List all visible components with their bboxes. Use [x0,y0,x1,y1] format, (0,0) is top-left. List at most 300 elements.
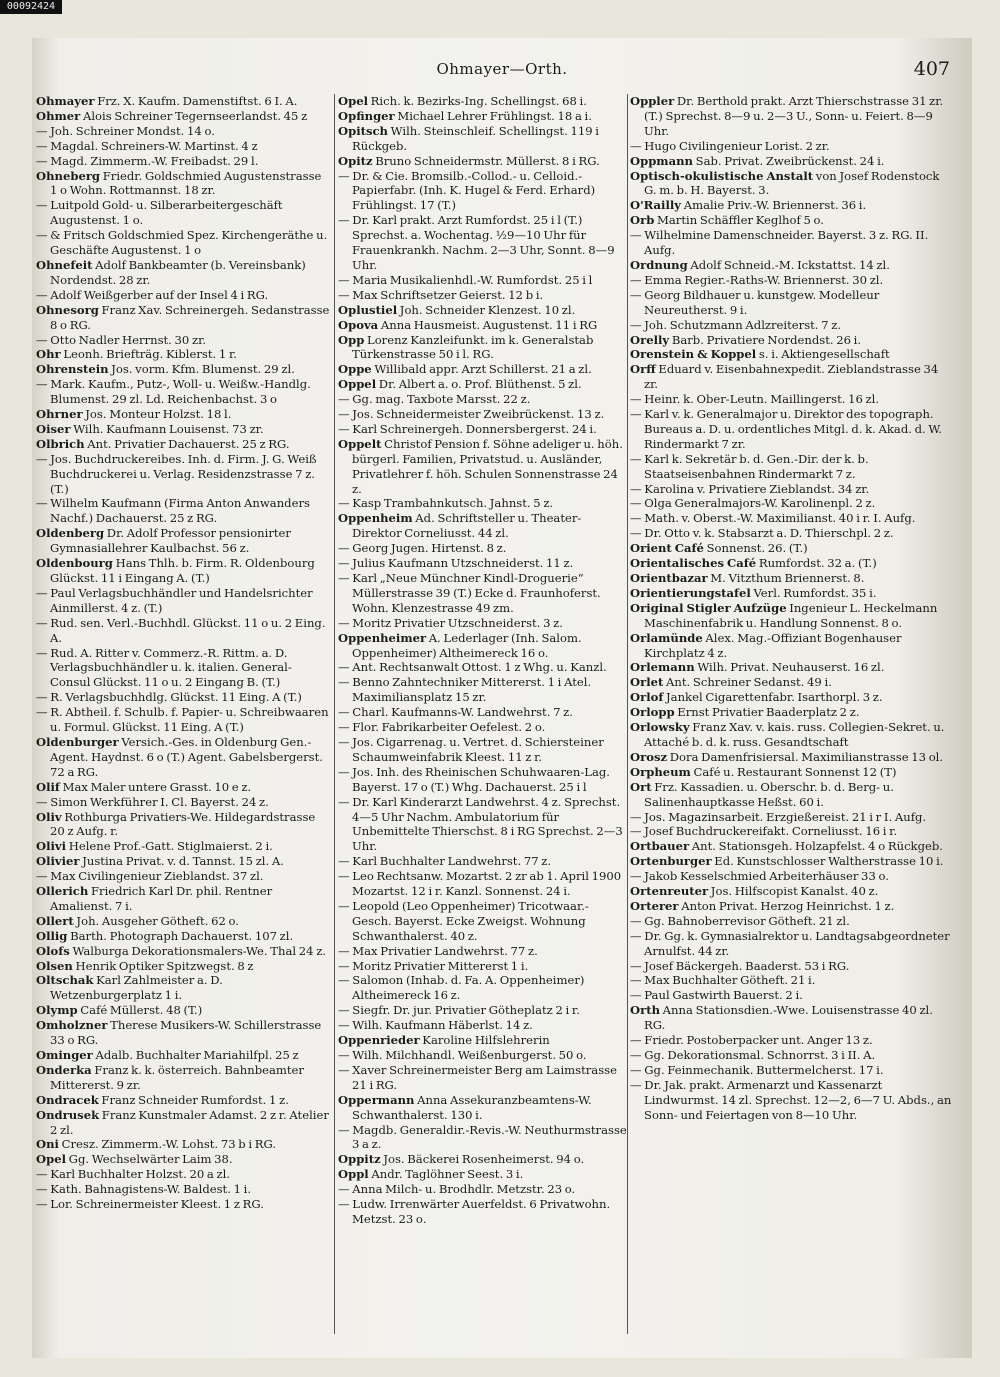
entry-details: Franz k. k. österreich. Bahnbeamter Mittererst. 9 zr. [50,1062,304,1092]
entry-details: — Paul Verlagsbuchhändler und Handelsrichter Ainmillerst. 4 z. (T.) [36,585,313,615]
entry-surname: Oldenberg [36,526,105,541]
entry-surname: Ollerich [36,884,89,899]
directory-entry [36,1063,331,1093]
entry-surname: Opova [338,317,379,332]
directory-entry [36,586,331,616]
directory-entry [338,541,628,556]
entry-surname: Orientbazar [630,571,708,585]
entry-details: Ant. Privatier Dachauerst. 25 z RG. [84,436,290,451]
entry-surname: Orientierungstafel [630,585,751,600]
entry-details: — Otto Nadler Herrnst. 30 zr. [36,332,207,347]
directory-entry [630,407,952,452]
entry-details: — Jos. Buchdruckereibes. Inh. d. Firm. J. G. Weiß Buchdruckerei u. Verlag. Residenzstrasse 7 z. (T.) [36,451,317,496]
directory-entry [630,1063,952,1078]
directory-entry [338,1167,628,1182]
entry-details: — Xaver Schreinermeister Berg am Laimstrasse 21 i RG. [338,1062,617,1092]
entry-details: Rothburga Privatiers-We. Hildegardstrasse 20 z Aufg. r. [50,809,316,839]
directory-entry [630,273,952,288]
directory-entry [36,795,331,810]
directory-entry [338,720,628,735]
directory-entry [630,1003,952,1033]
entry-details: A. Lederlager (Inh. Salom. Oppenheimer) Altheimereck 16 o. [352,630,582,660]
directory-entry [630,899,952,914]
entry-surname: Orlowsky [630,720,690,735]
directory-entry [338,616,628,631]
entry-details: Café u. Restaurant Sonnenst 12 (T) [690,764,897,779]
entry-details: Wilh. Privat. Neuhauserst. 16 zl. [694,660,885,675]
directory-entry [630,1078,952,1123]
directory-entry [630,511,952,526]
entry-surname: Orpheum [630,764,691,779]
directory-entry [630,452,952,482]
entry-details: — Paul Gastwirth Bauerst. 2 i. [630,988,803,1003]
entry-surname: Olbrich [36,436,85,451]
entry-surname: Ortbauer [630,839,690,854]
entry-surname: Oppenheimer [338,630,427,645]
entry-details: — Georg Jugen. Hirtenst. 8 z. [338,541,507,556]
directory-entry [630,631,952,661]
directory-entry [630,675,952,690]
entry-details: Versich.-Ges. in Oldenburg Gen.-Agent. Haydnst. 6 o (T.) Agent. Gabelsbergerst. 72 a RG. [50,734,323,779]
entry-surname: Oppitz [338,1152,381,1167]
entry-details: — Magd. Zimmerm.-W. Freibadst. 29 l. [36,153,259,168]
entry-details: — Anna Milch- u. Brodhdlr. Metzstr. 23 o. [338,1182,576,1197]
entry-details: Franz Schneider Rumfordst. 1 z. [98,1092,289,1107]
directory-entry [36,884,331,914]
entry-surname: Opfinger [338,108,395,123]
directory-entry [630,914,952,929]
directory-entry [36,1167,331,1182]
directory-entry [338,511,628,541]
directory-entry [36,1137,331,1152]
entry-details: — Flor. Fabrikarbeiter Oefelest. 2 o. [338,720,546,735]
entry-surname: Oppelt [338,436,382,451]
directory-entry [630,1033,952,1048]
entry-details: — Jos. Magazinsarbeit. Erzgießereist. 21 i r I. Aufg. [630,809,927,824]
entry-surname: Oliv [36,809,62,824]
entry-details: Barb. Privatiere Nordendst. 26 i. [669,332,862,347]
entry-surname: Oppenheim [338,511,413,526]
entry-surname: Orth [630,1003,660,1018]
directory-entry [36,258,331,288]
directory-entry [36,929,331,944]
directory-entry [338,1018,628,1033]
entry-surname: O'Railly [630,198,682,213]
entry-surname: Ohmer [36,108,81,123]
directory-entry [338,154,628,169]
entry-details: Jankel Cigarettenfabr. Isarthorpl. 3 z. [663,690,883,705]
entry-surname: Ollert [36,913,74,928]
directory-entry [36,198,331,228]
entry-surname: Oppe [338,362,372,377]
entry-surname: Olymp [36,1003,78,1018]
column-3 [630,94,952,1344]
directory-entry [630,288,952,318]
entry-details: — Lor. Schreinermeister Kleest. 1 z RG. [36,1197,264,1212]
entry-details: — Wilh. Kaufmann Häberlst. 14 z. [338,1018,533,1033]
directory-entry [630,228,952,258]
entry-details: — Max Buchhalter Götheft. 21 i. [630,973,816,988]
directory-entry [338,1197,628,1227]
entry-surname: Oldenbourg [36,556,113,571]
entry-details: Franz Xav. v. kais. russ. Collegien-Sekret. u. Attaché b. d. k. russ. Gesandtschaft [644,720,945,749]
directory-entry [630,765,952,780]
directory-entry [630,750,952,765]
directory-entry [36,1003,331,1018]
entry-details: — Dr. Otto v. k. Stabsarzt a. D. Thierschpl. 2 z. [630,526,894,541]
directory-entry [36,944,331,959]
directory-entry [338,213,628,273]
entry-details: — Maria Musikalienhdl.-W. Rumfordst. 25 i l [338,272,593,287]
directory-entry [36,839,331,854]
entry-surname: Opel [36,1152,66,1167]
entry-surname: Oiser [36,421,71,436]
directory-entry [36,854,331,869]
entry-surname: Oltschak [36,973,94,988]
entry-surname: Olsen [36,958,73,973]
entry-surname: Ohneberg [36,168,101,183]
entry-surname: Opitsch [338,123,388,138]
entry-details: Ed. Kunstschlosser Waltherstrasse 10 i. [711,854,944,869]
entry-details: Anna Hausmeist. Augustenst. 11 i RG [378,317,598,332]
entry-details: Ant. Schreiner Sedanst. 49 i. [663,675,832,690]
entry-details: — Simon Werkführer I. Cl. Bayerst. 24 z. [36,794,269,809]
entry-surname: Orlof [630,690,664,705]
entry-surname: Orelly [630,332,670,347]
entry-details: — Dr. Karl prakt. Arzt Rumfordst. 25 i l (T.) Sprechst. a. Wochentag. ½9—10 Uhr für Frauenkrankh. Nachm. 2—3 Uhr, Sonnt. 8—9 Uhr. [338,213,615,272]
directory-entry [36,422,331,437]
entry-details: — Karl Buchhalter Holzst. 20 a zl. [36,1167,230,1182]
entry-surname: Oplustiel [338,302,398,317]
entry-details: — Magdal. Schreiners-W. Martinst. 4 z [36,138,258,153]
entry-surname: Oppel [338,377,377,392]
entry-details: Wilh. Steinschleif. Schellingst. 119 i Rückgeb. [352,123,599,153]
entry-surname: Orterer [630,898,679,913]
entry-surname: Ort [630,779,652,794]
entry-details: Sab. Privat. Zweibrückenst. 24 i. [692,153,885,168]
entry-details: — Leopold (Leo Oppenheimer) Tricotwaar.-Gesch. Bayerst. Ecke Zweigst. Wohnung Schwanthalerst. 40 z. [338,898,589,943]
directory-entry [36,109,331,124]
entry-details: Amalie Priv.-W. Briennerst. 36 i. [681,198,867,213]
directory-entry [36,810,331,840]
directory-entry [338,392,628,407]
entry-details: — Adolf Weißgerber auf der Insel 4 i RG. [36,287,269,302]
directory-entry [338,407,628,422]
entry-surname: Oppermann [338,1092,415,1107]
directory-entry [338,765,628,795]
entry-details: Walburga Dekorationsmalers-We. Thal 24 z. [69,943,326,958]
directory-entry [338,496,628,511]
directory-entry [36,377,331,407]
entry-details: — Magdb. Generaldir.-Revis.-W. Neuthurmstrasse 3 a z. [338,1122,627,1152]
directory-entry [36,780,331,795]
entry-details: Friedrich Karl Dr. phil. Rentner Amalienst. 7 i. [50,884,273,913]
entry-details: — Rud. A. Ritter v. Commerz.-R. Rittm. a. D. Verlagsbuchhändler u. k. italien. General-Consul Glückst. 11 o u. 2 Eingang B. (T.) [36,645,292,690]
entry-details: Martin Schäffler Keglhof 5 o. [654,213,824,228]
directory-entry [630,869,952,884]
directory-entry [630,347,952,362]
entry-details: Franz Xav. Schreinergeh. Sedanstrasse 8 o RG. [50,302,330,332]
directory-entry [36,1152,331,1167]
entry-details: — R. Abtheil. f. Schulb. f. Papier- u. Schreibwaaren u. Formul. Glückst. 11 Eing. A (T.) [36,705,329,735]
directory-entry [630,258,952,273]
entry-details: — Karl k. Sekretär b. d. Gen.-Dir. der k. b. Staatseisenbahnen Rindermarkt 7 z. [630,451,869,481]
directory-entry [630,690,952,705]
entry-details: — Dr. & Cie. Bromsilb.-Collod.- u. Celloid.-Papierfabr. (Inh. K. Hugel & Ferd. Erhard) Frühlingst. 17 (T.) [338,168,596,213]
entry-details: von Josef Rodenstock G. m. b. H. Bayerst. 3. [644,168,940,198]
entry-details: Verl. Rumfordst. 35 i. [750,585,877,600]
directory-entry [338,94,628,109]
entry-details: Andr. Taglöhner Seest. 3 i. [368,1167,524,1182]
running-head: Ohmayer—Orth. [436,60,568,78]
entry-details: Joh. Ausgeher Götheft. 62 o. [73,913,239,928]
entry-surname: Orientalisches Café [630,556,757,571]
entry-details: — Kasp Trambahnkutsch. Jahnst. 5 z. [338,496,554,511]
directory-entry [36,452,331,497]
entry-details: Cresz. Zimmerm.-W. Lohst. 73 b i RG. [58,1137,277,1152]
entry-details: Eduard v. Eisenbahnexpedit. Zieblandstrasse 34 zr. [644,362,939,392]
entry-details: Adolf Bankbeamter (b. Vereinsbank) Nordendst. 28 zr. [50,257,306,287]
directory-entry [630,1048,952,1063]
directory-entry [630,94,952,139]
entry-details: — Mark. Kaufm., Putz-, Woll- u. Weißw.-Handlg. Blumenst. 29 zl. Ld. Reichenbachst. 3 o [36,377,311,407]
entry-details: Michael Lehrer Frühlingst. 18 a i. [394,108,592,123]
directory-entry [36,973,331,1003]
directory-entry [338,124,628,154]
directory-entry [338,362,628,377]
directory-entry [338,318,628,333]
directory-entry [36,1018,331,1048]
directory-entry [338,1152,628,1167]
directory-entry [36,169,331,199]
entry-details: Adolf Schneid.-M. Ickstattst. 14 zl. [687,257,890,272]
entry-surname: Omholzner [36,1018,108,1033]
entry-details: Dr. Albert a. o. Prof. Blüthenst. 5 zl. [376,377,582,392]
entry-surname: Ominger [36,1048,93,1062]
entry-details: — Jos. Cigarrenag. u. Vertret. d. Schiersteiner Schaumweinfabrik Kleest. 11 z r. [338,734,604,764]
entry-surname: Original Stigler Aufzüge [630,600,787,615]
directory-entry [338,377,628,392]
entry-details: — Karl Buchhalter Landwehrst. 77 z. [338,854,552,869]
directory-entry [630,601,952,631]
entry-details: — Friedr. Postoberpacker unt. Anger 13 z. [630,1033,873,1048]
entry-surname: Optisch-okulistische Anstalt [630,168,814,183]
entry-surname: Opel [338,94,368,108]
entry-details: Dora Damenfrisiersal. Maximilianstrasse 13 ol. [667,749,944,764]
directory-entry [36,1048,331,1063]
directory-entry [338,795,628,855]
entry-details: — Moritz Privatier Mittererst 1 i. [338,958,529,973]
entry-details: Bruno Schneidermstr. Müllerst. 8 i RG. [372,153,600,168]
entry-surname: Ohrner [36,407,83,422]
entry-details: — Georg Bildhauer u. kunstgew. Modelleur Neureutherst. 9 i. [630,287,880,317]
entry-details: Sonnenst. 26. (T.) [703,541,808,556]
directory-entry [36,94,331,109]
entry-details: — Olga Generalmajors-W. Karolinenpl. 2 z. [630,496,876,511]
directory-entry [630,988,952,1003]
entry-details: — Salomon (Inhab. d. Fa. A. Oppenheimer) Altheimereck 16 z. [338,973,585,1003]
entry-details: — Wilhelm Kaufmann (Firma Anton Anwanders Nachf.) Dachauerst. 25 z RG. [36,496,310,526]
directory-entry [36,139,331,154]
directory-entry [630,854,952,869]
entry-surname: Orlamünde [630,630,703,645]
entry-details: Leonh. Briefträg. Kiblerst. 1 r. [60,347,237,362]
entry-details: — & Fritsch Goldschmied Spez. Kirchengeräthe u. Geschäfte Augustenst. 1 o [36,228,328,258]
entry-details: Willibald appr. Arzt Schillerst. 21 a zl. [371,362,592,377]
directory-entry [630,780,952,810]
entry-details: Ad. Schriftsteller u. Theater-Direktor Corneliusst. 44 zl. [352,511,582,541]
directory-entry [630,810,952,825]
directory-entry [630,198,952,213]
directory-entry [36,526,331,556]
entry-surname: Ordnung [630,257,688,272]
directory-entry [630,824,952,839]
directory-entry [36,735,331,780]
entry-details: Barth. Photograph Dachauerst. 107 zl. [67,928,294,943]
directory-entry [36,1093,331,1108]
directory-entry [338,333,628,363]
entry-details: — Ant. Rechtsanwalt Ottost. 1 z Whg. u. Kanzl. [338,660,607,675]
directory-entry [338,660,628,675]
entry-surname: Orff [630,362,656,377]
directory-entry [338,899,628,944]
entry-surname: Orb [630,213,655,228]
entry-details: Karl Zahlmeister a. D. Wetzenburgerplatz 1 i. [50,973,223,1003]
entry-details: — Karolina v. Privatiere Zieblandst. 34 zr. [630,481,870,496]
entry-details: Max Maler untere Grasst. 10 e z. [59,779,252,794]
entry-details: Café Müllerst. 48 (T.) [77,1003,203,1018]
entry-details: M. Vitzthum Briennerst. 8. [707,571,865,585]
directory-entry [36,496,331,526]
directory-entry [338,288,628,303]
directory-entry [338,735,628,765]
entry-details: — Max Civilingenieur Zieblandst. 37 zl. [36,869,264,884]
directory-entry [338,1033,628,1048]
entry-details: — Luitpold Gold- u. Silberarbeitergeschäft Augustenst. 1 o. [36,198,283,228]
directory-entry [36,333,331,348]
entry-details: Wilh. Kaufmann Louisenst. 73 zr. [70,421,264,436]
entry-details: — Wilh. Milchhandl. Weißenburgerst. 50 o. [338,1048,587,1062]
entry-details: Dr. Berthold prakt. Arzt Thierschstrasse 31 zr. (T.) Sprechst. 8—9 u. 2—3 U., Sonn- u. Feiert. 8—9 Uhr. [644,94,944,138]
entry-details: — Gg. Bahnoberrevisor Götheft. 21 zl. [630,913,850,928]
directory-entry [338,854,628,869]
directory-entry [630,392,952,407]
entry-details: — Karl „Neue Münchner Kindl-Droguerie“ Müllerstrasse 39 (T.) Ecke d. Fraunhoferst. Wohn. Klenzestrasse 49 zm. [338,571,601,615]
directory-entry [630,720,952,750]
entry-surname: Oppl [338,1167,369,1182]
entry-details: — Gg. mag. Taxbote Marsst. 22 z. [338,392,531,407]
directory-entry [338,556,628,571]
directory-entry [36,154,331,169]
entry-details: — Karl v. k. Generalmajor u. Direktor des topograph. Bureaus a. D. u. ordentliches Mitgl. d. k. Akad. d. W. Rindermarkt 7 zr. [630,407,942,451]
entry-details: Lorenz Kanzleifunkt. im k. Generalstab Türkenstrasse 50 i l. RG. [352,332,594,362]
entry-details: — Charl. Kaufmanns-W. Landwehrst. 7 z. [338,705,573,720]
entry-details: Anna Stationsdien.-Wwe. Louisenstrasse 40 zl. RG. [644,1003,933,1033]
entry-details: Jos. vorm. Kfm. Blumenst. 29 zl. [108,362,295,377]
directory-entry [338,1048,628,1063]
archive-stamp: 00092424 [0,0,62,14]
entry-details: Karoline Hilfslehrerin [419,1033,550,1048]
directory-entry [338,675,628,705]
directory-entry [36,914,331,929]
entry-surname: Ohrenstein [36,362,109,377]
directory-entry [36,959,331,974]
directory-entry [36,288,331,303]
directory-entry [36,1108,331,1138]
directory-entry [338,944,628,959]
directory-entry [36,124,331,139]
directory-entry [630,571,952,586]
entry-details: Rich. k. Bezirks-Ing. Schellingst. 68 i. [368,94,587,108]
entry-details: — Josef Buchdruckereifakt. Corneliusst. 16 i r. [630,824,898,839]
directory-entry [338,869,628,899]
entry-surname: Ohnesorg [36,302,99,317]
entry-details: Dr. Adolf Professor pensionirter Gymnasiallehrer Kaulbachst. 56 z. [50,526,291,556]
column-2 [338,94,628,1344]
page-header [32,38,972,90]
directory-entry [338,437,628,497]
entry-details: — Hugo Civilingenieur Lorist. 2 zr. [630,138,830,153]
entry-details: Frz. X. Kaufm. Damenstiftst. 6 I. A. [94,94,298,108]
column-1 [36,94,331,1344]
directory-entry [630,973,952,988]
entry-details: Alex. Mag.-Offiziant Bogenhauser Kirchplatz 4 z. [644,630,902,660]
entry-details: Helene Prof.-Gatt. Stiglmaierst. 2 i. [66,839,273,854]
directory-entry [338,109,628,124]
directory-entry [338,422,628,437]
directory-entry [36,407,331,422]
directory-entry [36,705,331,735]
entry-details: — Rud. sen. Verl.-Buchhdl. Glückst. 11 o u. 2 Eing. A. [36,615,326,645]
directory-entry [630,541,952,556]
directory-entry [338,169,628,214]
entry-details: Friedr. Goldschmied Augustenstrasse 1 o Wohn. Rottmannst. 18 zr. [50,168,322,198]
entry-surname: Opp [338,332,365,347]
directory-entry [630,959,952,974]
entry-surname: Orenstein & Koppel [630,347,757,362]
directory-entry [630,660,952,675]
entry-details: Adalb. Buchhalter Mariahilfpl. 25 z [92,1048,299,1062]
entry-details: Henrik Optiker Spitzwegst. 8 z [72,958,254,973]
directory-entry [630,154,952,169]
entry-details: Jos. Hilfscopist Kanalst. 40 z. [708,884,879,899]
entry-surname: Opitz [338,153,373,168]
directory-entry [36,1182,331,1197]
entry-details: s. i. Aktiengesellschaft [756,347,890,362]
directory-entry [630,496,952,511]
entry-details: — Math. v. Oberst.-W. Maximilianst. 40 i r. I. Aufg. [630,511,916,526]
entry-details: — Heinr. k. Ober-Leutn. Maillingerst. 16 zl. [630,392,880,407]
entry-surname: Ollig [36,928,68,943]
entry-surname: Ondrusek [36,1107,100,1122]
entry-details: — Joh. Schreiner Mondst. 14 o. [36,123,215,138]
directory-entry [36,437,331,452]
entry-details: — Wilhelmine Damenschneider. Bayerst. 3 z. RG. II. Aufg. [630,228,929,258]
entry-surname: Ortenreuter [630,884,709,899]
directory-entry [630,586,952,601]
directory-entry [630,318,952,333]
entry-details: — Dr. Gg. k. Gymnasialrektor u. Landtagsabgeordneter Arnulfst. 44 zr. [630,928,950,958]
entry-details: — Jos. Schneidermeister Zweibrückenst. 13 z. [338,407,605,422]
directory-entry [630,884,952,899]
entry-surname: Ohmayer [36,94,95,108]
directory-entry [338,303,628,318]
directory-entry [630,482,952,497]
entry-details: — Emma Regier.-Raths-W. Briennerst. 30 zl. [630,272,884,287]
entry-details: Rumfordst. 32 a. (T.) [756,556,877,571]
directory-entry [338,1093,628,1123]
entry-details: Ingenieur L. Heckelmann Maschinenfabrik u. Handlung Sonnenst. 8 o. [644,600,938,630]
